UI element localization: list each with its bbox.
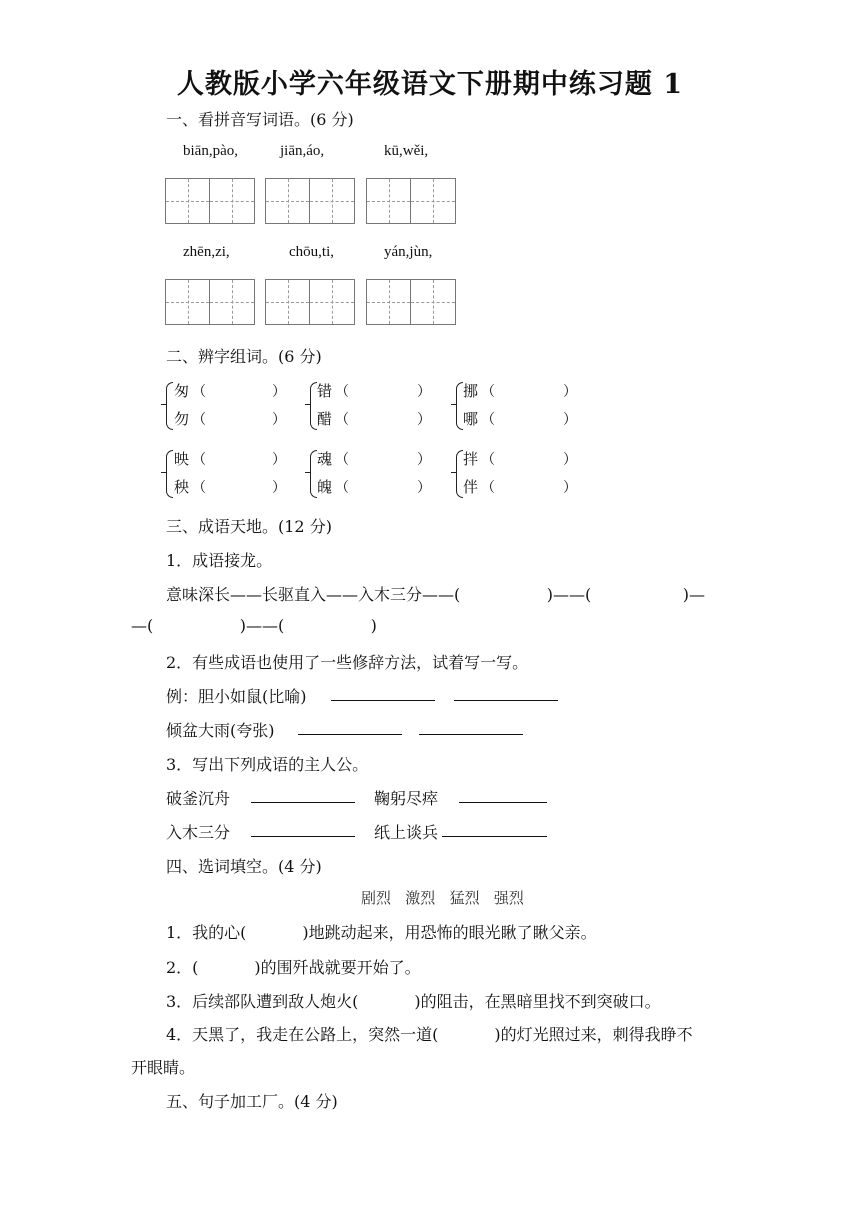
char-3a: 挪 [463, 382, 479, 400]
question-3-2: 2．有些成语也使用了一些修辞方法，试着写一写。 [166, 653, 529, 672]
question-4-1: 1．我的心( )地跳动起来，用恐怖的眼光瞅了瞅父亲。 [166, 923, 597, 942]
writing-grid-4[interactable] [165, 279, 255, 325]
paren-open: （ [481, 480, 495, 496]
answer-blank[interactable] [251, 822, 355, 841]
paren-open: （ [335, 452, 349, 468]
answer-blank[interactable] [251, 788, 355, 807]
writing-grid-6[interactable] [366, 279, 456, 325]
question-4-2: 2．( )的围歼战就要开始了。 [166, 958, 421, 977]
pinyin-6: yán,jùn, [384, 244, 433, 260]
section-1-heading: 一、看拼音写词语。(6 分) [166, 110, 354, 129]
paren-open: （ [335, 480, 349, 496]
paren-close: ） [563, 412, 577, 428]
brace [166, 450, 173, 498]
brace [310, 450, 317, 498]
word-choices: 剧烈 激烈 猛烈 强烈 [361, 889, 524, 907]
question-3-1: 1．成语接龙。 [166, 551, 273, 570]
section-5-heading: 五、句子加工厂。(4 分) [166, 1092, 338, 1111]
paren-open: （ [481, 384, 495, 400]
paren-open: （ [192, 384, 206, 400]
paren-close: ） [417, 480, 431, 496]
paren-open: （ [192, 412, 206, 428]
section-2-heading: 二、辨字组词。(6 分) [166, 347, 322, 366]
section-4-heading: 四、选词填空。(4 分) [166, 857, 322, 876]
paren-open: （ [192, 480, 206, 496]
pinyin-1: biān,pào, [183, 143, 238, 159]
answer-blank[interactable] [419, 720, 523, 739]
writing-grid-1[interactable] [165, 178, 255, 224]
char-2a: 错 [317, 382, 333, 400]
paren-open: （ [335, 384, 349, 400]
char-6b: 伴 [463, 478, 479, 496]
char-5b: 魄 [317, 478, 333, 496]
paren-close: ） [272, 452, 286, 468]
writing-grid-3[interactable] [366, 178, 456, 224]
idiom-item-2: 鞠躬尽瘁 [374, 789, 439, 808]
idiom-chain-line-2: —( )——( ) [131, 616, 377, 635]
char-4a: 映 [174, 450, 190, 468]
paren-open: （ [335, 412, 349, 428]
char-4b: 秧 [174, 478, 190, 496]
writing-grid-2[interactable] [265, 178, 355, 224]
paren-open: （ [481, 412, 495, 428]
char-6a: 拌 [463, 450, 479, 468]
page-title: 人教版小学六年级语文下册期中练习题 1 [176, 69, 684, 100]
question-3-3: 3．写出下列成语的主人公。 [166, 755, 369, 774]
brace [166, 382, 173, 430]
paren-open: （ [192, 452, 206, 468]
pinyin-2: jiān,áo, [280, 143, 325, 159]
paren-close: ） [563, 384, 577, 400]
example-2: 倾盆大雨(夸张) [166, 721, 275, 740]
paren-close: ） [272, 412, 286, 428]
brace [456, 450, 463, 498]
section-3-heading: 三、成语天地。(12 分) [166, 517, 332, 536]
question-4-4: 4．天黑了，我走在公路上，突然一道( )的灯光照过来，刺得我睁不 [166, 1025, 693, 1044]
paren-close: ） [272, 384, 286, 400]
paren-close: ） [563, 452, 577, 468]
idiom-item-1: 破釜沉舟 [166, 789, 231, 808]
writing-grid-5[interactable] [265, 279, 355, 325]
char-1a: 匆 [174, 382, 190, 400]
paren-close: ） [417, 412, 431, 428]
answer-blank[interactable] [442, 822, 547, 841]
answer-blank[interactable] [459, 788, 547, 807]
question-4-4-cont: 开眼睛。 [131, 1058, 196, 1077]
idiom-chain-line-1: 意味深长——长驱直入——入木三分——( )——( )— [166, 585, 705, 604]
paren-open: （ [481, 452, 495, 468]
pinyin-5: chōu,ti, [289, 244, 334, 260]
pinyin-3: kū,wěi, [384, 143, 429, 159]
paren-close: ） [417, 452, 431, 468]
paren-close: ） [272, 480, 286, 496]
example-1: 例：胆小如鼠(比喻) [166, 687, 307, 706]
idiom-item-3: 入木三分 [166, 823, 231, 842]
char-1b: 勿 [174, 410, 190, 428]
char-3b: 哪 [463, 410, 479, 428]
answer-blank[interactable] [298, 720, 402, 739]
brace [310, 382, 317, 430]
char-2b: 醋 [317, 410, 333, 428]
answer-blank[interactable] [454, 686, 558, 705]
paren-close: ） [417, 384, 431, 400]
char-5a: 魂 [317, 450, 333, 468]
question-4-3: 3．后续部队遭到敌人炮火( )的阻击，在黑暗里找不到突破口。 [166, 992, 661, 1011]
brace [456, 382, 463, 430]
pinyin-4: zhēn,zi, [183, 244, 230, 260]
answer-blank[interactable] [331, 686, 435, 705]
paren-close: ） [563, 480, 577, 496]
idiom-item-4: 纸上谈兵 [374, 823, 439, 842]
